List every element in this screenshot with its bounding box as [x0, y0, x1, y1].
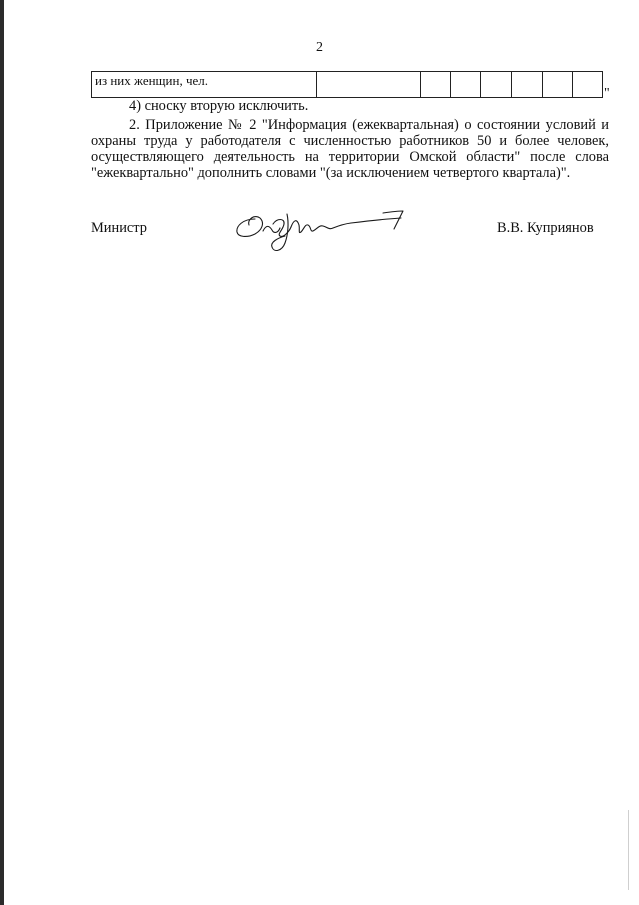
scan-left-edge — [0, 0, 4, 905]
table-row — [92, 72, 603, 98]
table-row-label: из них женщин, чел. — [92, 72, 317, 98]
table-cell — [317, 72, 421, 98]
table-cell — [543, 72, 573, 98]
scan-edge-mark — [628, 810, 629, 890]
handwritten-signature — [233, 205, 413, 255]
table-cell — [451, 72, 481, 98]
table-cell — [481, 72, 512, 98]
paragraph-item-4: 4) сноску вторую исключить. — [129, 98, 309, 114]
table-fragment — [91, 71, 603, 98]
table-cell — [421, 72, 451, 98]
signatory-name: В.В. Куприянов — [497, 220, 594, 236]
closing-quote: " — [604, 86, 610, 101]
paragraph-item-2: 2. Приложение № 2 "Информация (ежеквартальная) о состоянии условий и охраны труда у работодателя с численностью работников 50 и более человек, осуществляющего деятельность на территории Омской области" после слова "ежеквартально" дополнить словами "(за исключением четвертого квартала)". — [91, 117, 609, 181]
signature-title: Министр — [91, 220, 147, 236]
table-cell — [512, 72, 543, 98]
page-number: 2 — [316, 40, 323, 55]
table-cell — [573, 72, 603, 98]
